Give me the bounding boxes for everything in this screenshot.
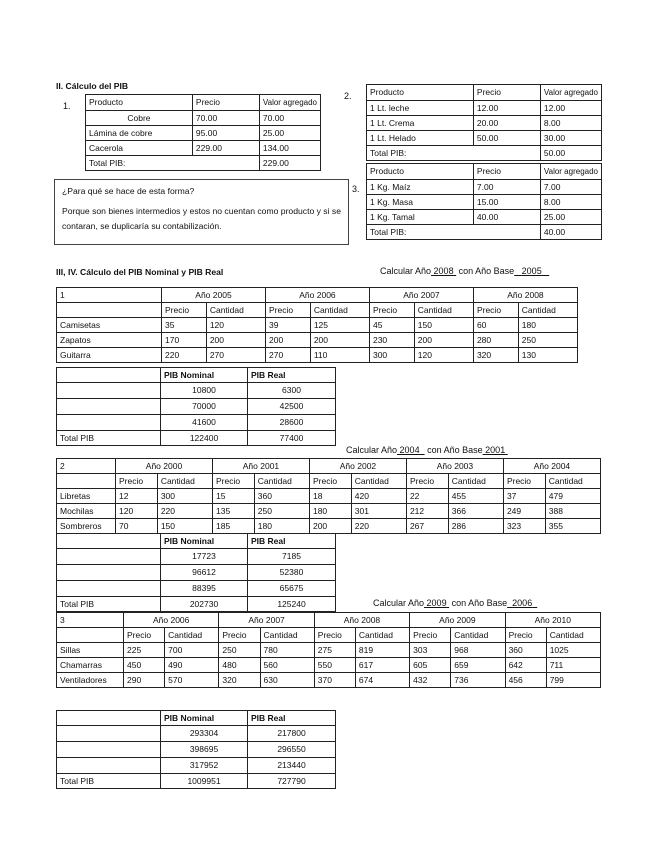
value-cell: 301 <box>351 504 406 519</box>
value-cell: 286 <box>448 519 503 534</box>
price-header: Precio <box>265 303 310 318</box>
value-cell: 550 <box>314 658 355 673</box>
product-name: Camisetas <box>57 318 162 333</box>
price-header: Precio <box>219 628 260 643</box>
price-header: Precio <box>116 474 158 489</box>
value-cell: 799 <box>546 673 600 688</box>
product-name: Sillas <box>57 643 124 658</box>
subheader-row <box>57 474 601 489</box>
quantity-header: Cantidad <box>355 628 409 643</box>
year-header: Año 2007 <box>369 288 473 303</box>
real-header: PIB Real <box>248 534 336 549</box>
value-cell: 150 <box>157 519 212 534</box>
pib-real: 7185 <box>248 549 336 565</box>
empty-cell <box>57 474 116 489</box>
product-table-2: Producto Precio Valor agregado 1 Lt. leche 12.00 12.00 1 Lt. Crema 20.00 8.00 1 Lt. Helado 50.00 30.00 Total PIB: 50.00 <box>366 84 602 161</box>
total-label: Total PIB <box>57 431 161 446</box>
subheader-row <box>57 628 601 643</box>
value-cell: 200 <box>206 333 265 348</box>
value-cell: 200 <box>310 333 369 348</box>
nominal-header: PIB Nominal <box>161 368 248 383</box>
value-cell: 303 <box>410 643 451 658</box>
empty-cell <box>57 565 161 581</box>
value-cell: 355 <box>545 519 600 534</box>
value-cell: 605 <box>410 658 451 673</box>
value-cell: 270 <box>206 348 265 363</box>
pib-nominal: 41600 <box>161 415 248 431</box>
value-cell: 200 <box>414 333 473 348</box>
value-cell: 12 <box>116 489 158 504</box>
total-nominal: 202730 <box>161 597 248 612</box>
value-cell: 674 <box>355 673 409 688</box>
year-header: Año 2010 <box>505 613 600 628</box>
value-cell: 780 <box>260 643 314 658</box>
value-cell: 450 <box>124 658 165 673</box>
year-table-2 <box>56 458 601 534</box>
year-header-row <box>57 613 601 628</box>
calc-line-3: Calcular Año 2009 con Año Base 2006 <box>373 598 533 608</box>
value-cell: 819 <box>355 643 409 658</box>
year-header: Año 2009 <box>410 613 505 628</box>
year-header-row <box>57 459 601 474</box>
value-cell: 300 <box>157 489 212 504</box>
product-row <box>57 318 578 333</box>
quantity-header: Cantidad <box>448 474 503 489</box>
pib-table-2 <box>56 533 336 612</box>
value-cell: 270 <box>265 348 310 363</box>
empty-cell <box>57 415 161 431</box>
year-header: Año 2008 <box>314 613 409 628</box>
pib-row <box>57 581 336 597</box>
product-row <box>57 504 601 519</box>
value-cell: 110 <box>310 348 369 363</box>
quantity-header: Cantidad <box>451 628 505 643</box>
value-cell: 630 <box>260 673 314 688</box>
year-header: Año 2008 <box>473 288 577 303</box>
product-name: Guitarra <box>57 348 162 363</box>
value-cell: 250 <box>254 504 309 519</box>
value-cell: 170 <box>162 333 207 348</box>
pib-real: 217800 <box>248 726 336 742</box>
empty-cell <box>57 399 161 415</box>
quantity-header: Cantidad <box>546 628 600 643</box>
question-box <box>54 179 349 245</box>
pib-total-row <box>57 774 336 789</box>
product-name: Zapatos <box>57 333 162 348</box>
year-header: Año 2006 <box>124 613 219 628</box>
value-cell: 125 <box>310 318 369 333</box>
pib-nominal: 398695 <box>161 742 248 758</box>
real-header: PIB Real <box>248 368 336 383</box>
total-label: Total PIB <box>57 597 161 612</box>
year-header: Año 2000 <box>116 459 213 474</box>
empty-cell <box>57 581 161 597</box>
year-header: Año 2006 <box>265 288 369 303</box>
value-cell: 180 <box>518 318 577 333</box>
value-cell: 275 <box>314 643 355 658</box>
value-cell: 300 <box>369 348 414 363</box>
value-cell: 1025 <box>546 643 600 658</box>
section-2-title: II. Cálculo del PIB <box>56 81 129 91</box>
value-cell: 711 <box>546 658 600 673</box>
empty-cell <box>57 742 161 758</box>
table-id: 2 <box>57 459 116 474</box>
value-cell: 388 <box>545 504 600 519</box>
price-header: Precio <box>503 474 545 489</box>
pib-nominal: 96612 <box>161 565 248 581</box>
value-cell: 968 <box>451 643 505 658</box>
pib-header-row <box>57 534 336 549</box>
pib-nominal: 70000 <box>161 399 248 415</box>
quantity-header: Cantidad <box>545 474 600 489</box>
pib-row <box>57 399 336 415</box>
quantity-header: Cantidad <box>518 303 577 318</box>
product-row <box>57 643 601 658</box>
pib-header-row <box>57 711 336 726</box>
value-cell: 212 <box>406 504 448 519</box>
value-cell: 617 <box>355 658 409 673</box>
value-cell: 267 <box>406 519 448 534</box>
value-cell: 37 <box>503 489 545 504</box>
value-cell: 120 <box>116 504 158 519</box>
product-row <box>57 658 601 673</box>
product-name: Mochilas <box>57 504 116 519</box>
empty-cell <box>57 549 161 565</box>
quantity-header: Cantidad <box>206 303 265 318</box>
price-header: Precio <box>473 303 518 318</box>
pib-row <box>57 742 336 758</box>
value-cell: 455 <box>448 489 503 504</box>
year-header: Año 2005 <box>162 288 266 303</box>
value-cell: 420 <box>351 489 406 504</box>
year-table-3 <box>56 612 601 688</box>
real-header: PIB Real <box>248 711 336 726</box>
pib-row <box>57 726 336 742</box>
product-table-3: Producto Precio Valor agregado 1 Kg. Maíz 7.00 7.00 1 Kg. Masa 15.00 8.00 1 Kg. Tamal 40.00 25.00 Total PIB: 40.00 <box>366 163 602 240</box>
product-row <box>57 673 601 688</box>
quantity-header: Cantidad <box>157 474 212 489</box>
answer-text: Porque son bienes intermedios y estos no cuentan como producto y si se contaran, se duplicaría su contabilización. <box>62 206 341 231</box>
value-cell: 150 <box>414 318 473 333</box>
value-cell: 280 <box>473 333 518 348</box>
value-cell: 642 <box>505 658 546 673</box>
pib-real: 65675 <box>248 581 336 597</box>
quantity-header: Cantidad <box>165 628 219 643</box>
value-cell: 250 <box>219 643 260 658</box>
pib-row <box>57 758 336 774</box>
pib-table-1 <box>56 367 336 446</box>
pib-row <box>57 383 336 399</box>
value-cell: 39 <box>265 318 310 333</box>
nominal-header: PIB Nominal <box>161 711 248 726</box>
price-header: Precio <box>162 303 207 318</box>
pib-nominal: 88395 <box>161 581 248 597</box>
pib-header-row <box>57 368 336 383</box>
empty-cell <box>57 726 161 742</box>
pib-real: 296550 <box>248 742 336 758</box>
value-cell: 220 <box>157 504 212 519</box>
value-cell: 560 <box>260 658 314 673</box>
product-name: Ventiladores <box>57 673 124 688</box>
value-cell: 135 <box>212 504 254 519</box>
value-cell: 225 <box>124 643 165 658</box>
value-cell: 180 <box>254 519 309 534</box>
empty-cell <box>57 628 124 643</box>
empty-cell <box>57 534 161 549</box>
nominal-header: PIB Nominal <box>161 534 248 549</box>
pib-nominal: 10800 <box>161 383 248 399</box>
pib-nominal: 317952 <box>161 758 248 774</box>
empty-cell <box>57 303 162 318</box>
quantity-header: Cantidad <box>310 303 369 318</box>
value-cell: 70 <box>116 519 158 534</box>
year-header-row <box>57 288 578 303</box>
empty-cell <box>57 711 161 726</box>
section-3-title: III, IV. Cálculo del PIB Nominal y PIB Real <box>56 267 224 277</box>
value-cell: 35 <box>162 318 207 333</box>
total-real: 125240 <box>248 597 336 612</box>
empty-cell <box>57 758 161 774</box>
pib-real: 28600 <box>248 415 336 431</box>
value-cell: 490 <box>165 658 219 673</box>
value-cell: 60 <box>473 318 518 333</box>
value-cell: 230 <box>369 333 414 348</box>
value-cell: 736 <box>451 673 505 688</box>
table-id: 3 <box>57 613 124 628</box>
pib-nominal: 17723 <box>161 549 248 565</box>
price-header: Precio <box>505 628 546 643</box>
pib-row <box>57 549 336 565</box>
quantity-header: Cantidad <box>351 474 406 489</box>
total-real: 77400 <box>248 431 336 446</box>
value-cell: 360 <box>254 489 309 504</box>
product-row <box>57 333 578 348</box>
value-cell: 220 <box>351 519 406 534</box>
value-cell: 120 <box>206 318 265 333</box>
quantity-header: Cantidad <box>254 474 309 489</box>
price-header: Precio <box>212 474 254 489</box>
product-name: Chamarras <box>57 658 124 673</box>
table-2-number: 2. <box>344 91 352 101</box>
pib-real: 42500 <box>248 399 336 415</box>
value-cell: 480 <box>219 658 260 673</box>
quantity-header: Cantidad <box>414 303 473 318</box>
empty-cell <box>57 383 161 399</box>
empty-cell <box>57 368 161 383</box>
product-table-1: Producto Precio Valor agregado Cobre 70.00 70.00 Lámina de cobre 95.00 25.00 Cacerola 229.00 134.00 Total PIB: 229.00 <box>85 94 321 171</box>
product-row <box>57 489 601 504</box>
year-table-1 <box>56 287 578 363</box>
product-name: Libretas <box>57 489 116 504</box>
value-cell: 366 <box>448 504 503 519</box>
price-header: Precio <box>369 303 414 318</box>
pib-real: 213440 <box>248 758 336 774</box>
table-1-number: 1. <box>63 101 71 111</box>
value-cell: 432 <box>410 673 451 688</box>
subheader-row <box>57 303 578 318</box>
pib-table-3 <box>56 710 336 789</box>
year-header: Año 2007 <box>219 613 314 628</box>
value-cell: 130 <box>518 348 577 363</box>
value-cell: 45 <box>369 318 414 333</box>
total-label: Total PIB <box>57 774 161 789</box>
value-cell: 249 <box>503 504 545 519</box>
value-cell: 320 <box>219 673 260 688</box>
total-nominal: 1009951 <box>161 774 248 789</box>
pib-row <box>57 565 336 581</box>
year-header: Año 2001 <box>212 459 309 474</box>
table-3-number: 3. <box>352 184 360 194</box>
value-cell: 370 <box>314 673 355 688</box>
price-header: Precio <box>410 628 451 643</box>
pib-real: 52380 <box>248 565 336 581</box>
question-text: ¿Para qué se hace de esta forma? <box>62 186 195 196</box>
price-header: Precio <box>406 474 448 489</box>
price-header: Precio <box>309 474 351 489</box>
product-row <box>57 519 601 534</box>
pib-total-row <box>57 597 336 612</box>
total-real: 727790 <box>248 774 336 789</box>
pib-row <box>57 415 336 431</box>
value-cell: 200 <box>309 519 351 534</box>
year-header: Año 2002 <box>309 459 406 474</box>
quantity-header: Cantidad <box>260 628 314 643</box>
year-header: Año 2004 <box>503 459 600 474</box>
value-cell: 22 <box>406 489 448 504</box>
product-name: Sombreros <box>57 519 116 534</box>
pib-real: 6300 <box>248 383 336 399</box>
value-cell: 120 <box>414 348 473 363</box>
value-cell: 323 <box>503 519 545 534</box>
value-cell: 250 <box>518 333 577 348</box>
value-cell: 456 <box>505 673 546 688</box>
value-cell: 479 <box>545 489 600 504</box>
value-cell: 290 <box>124 673 165 688</box>
table-id: 1 <box>57 288 162 303</box>
product-row <box>57 348 578 363</box>
value-cell: 180 <box>309 504 351 519</box>
pib-total-row <box>57 431 336 446</box>
value-cell: 200 <box>265 333 310 348</box>
year-header: Año 2003 <box>406 459 503 474</box>
value-cell: 320 <box>473 348 518 363</box>
value-cell: 18 <box>309 489 351 504</box>
calc-line-2: Calcular Año 2004 con Año Base 2001 <box>346 445 506 455</box>
value-cell: 185 <box>212 519 254 534</box>
value-cell: 15 <box>212 489 254 504</box>
calc-line-1: Calcular Año 2008 con Año Base 2005 <box>380 266 542 276</box>
value-cell: 220 <box>162 348 207 363</box>
value-cell: 659 <box>451 658 505 673</box>
total-nominal: 122400 <box>161 431 248 446</box>
value-cell: 700 <box>165 643 219 658</box>
value-cell: 360 <box>505 643 546 658</box>
price-header: Precio <box>314 628 355 643</box>
value-cell: 570 <box>165 673 219 688</box>
price-header: Precio <box>124 628 165 643</box>
pib-nominal: 293304 <box>161 726 248 742</box>
